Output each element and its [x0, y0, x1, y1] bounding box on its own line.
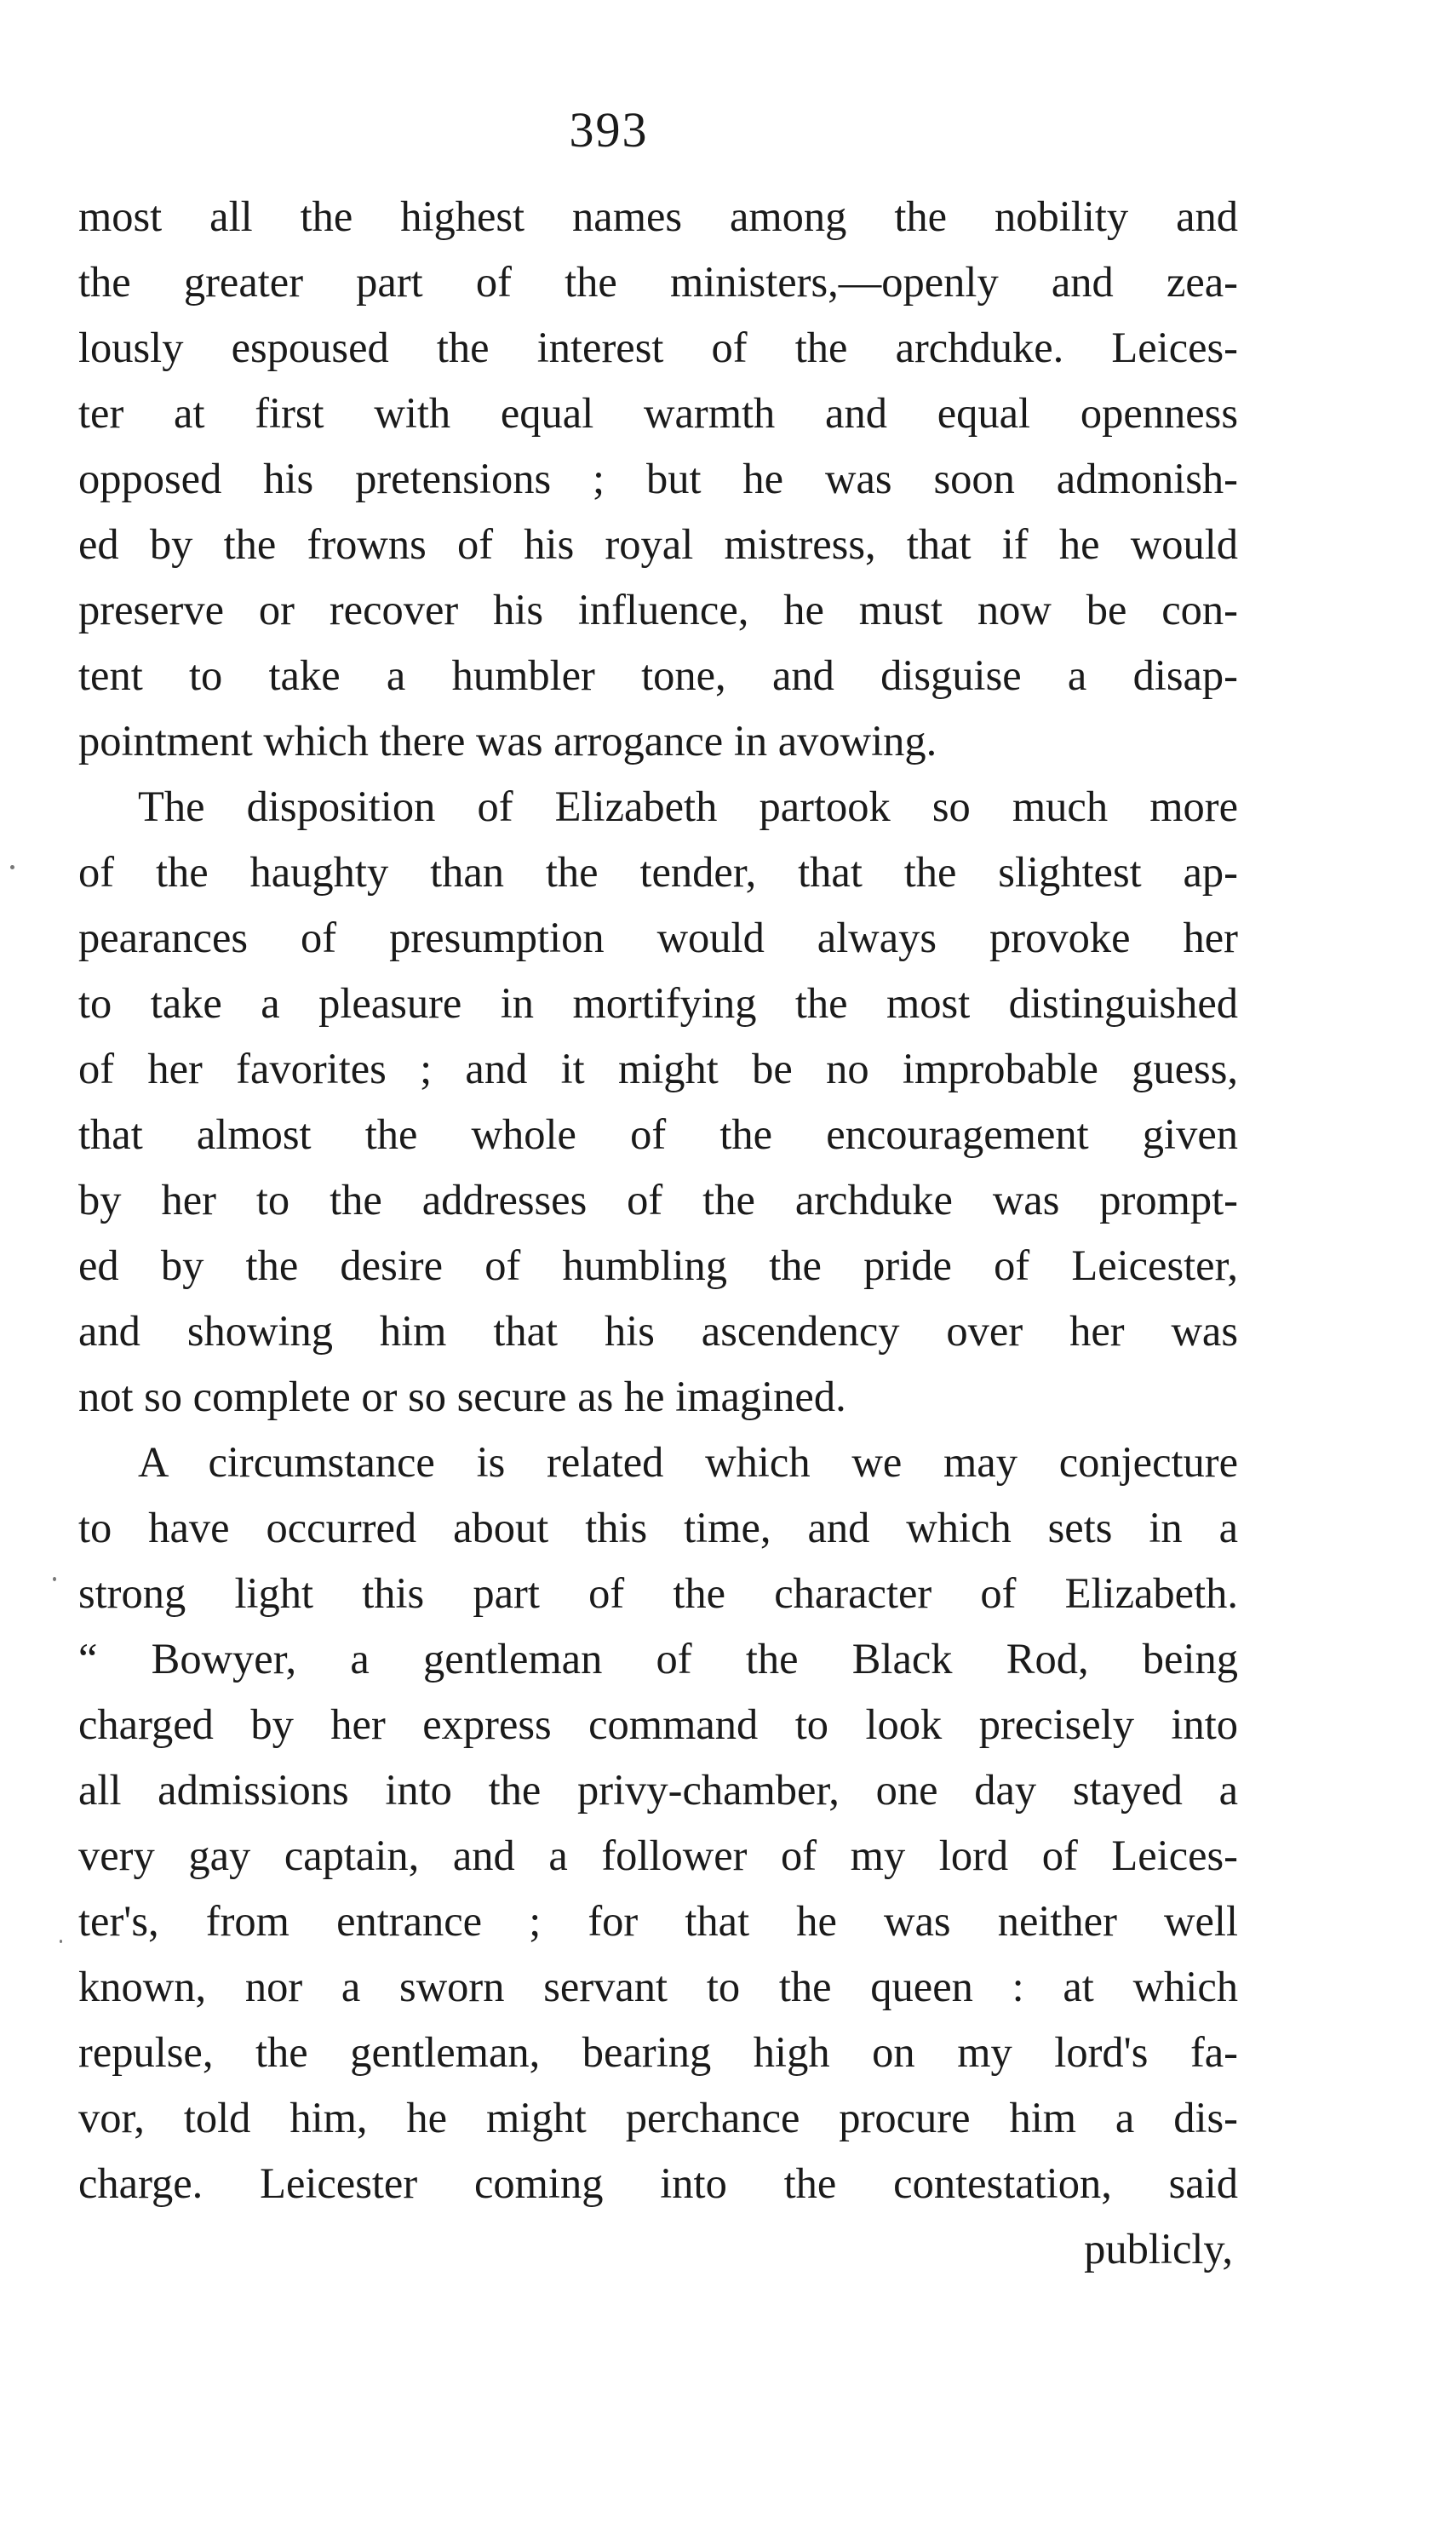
text-line: very gay captain, and a follower of my lord of Leices- [78, 1832, 1238, 1879]
text-line: ed by the desire of humbling the pride of Leicester, [78, 1241, 1238, 1289]
text-line: “ Bowyer, a gentleman of the Black Rod, being [78, 1635, 1238, 1683]
scan-speck [53, 1577, 56, 1581]
text-line: known, nor a sworn servant to the queen : at which [78, 1963, 1238, 2010]
text-line: not so complete or so secure as he imagined. [78, 1373, 846, 1420]
text-line: that almost the whole of the encouragement given [78, 1110, 1238, 1158]
text-line: most all the highest names among the nobility and [78, 192, 1238, 240]
scan-speck [60, 1940, 62, 1943]
text-line: to take a pleasure in mortifying the most distinguished [78, 979, 1238, 1027]
text-line: of her favorites ; and it might be no improbable guess, [78, 1045, 1238, 1092]
text-line: opposed his pretensions ; but he was soon admonish- [78, 455, 1238, 502]
text-line: lously espoused the interest of the archduke. Leices- [78, 324, 1238, 371]
text-line: the greater part of the ministers,—openly and zea- [78, 258, 1238, 306]
text-line: The disposition of Elizabeth partook so much more [138, 783, 1238, 830]
text-line: charge. Leicester coming into the contestation, said [78, 2159, 1238, 2207]
text-line: of the haughty than the tender, that the slightest ap- [78, 848, 1238, 896]
page-number: 393 [569, 102, 649, 158]
text-line: pointment which there was arrogance in avowing. [78, 717, 937, 765]
body-text [78, 184, 1238, 2282]
scan-speck [10, 865, 14, 869]
text-line: tent to take a humbler tone, and disguise a disap- [78, 651, 1238, 699]
text-line: all admissions into the privy-chamber, one day stayed a [78, 1766, 1238, 1814]
text-line: A circumstance is related which we may conjecture [138, 1438, 1238, 1486]
text-line: to have occurred about this time, and which sets in a [78, 1504, 1238, 1551]
text-line: and showing him that his ascendency over her was [78, 1307, 1238, 1355]
text-line: charged by her express command to look precisely into [78, 1700, 1238, 1748]
text-line: ed by the frowns of his royal mistress, that if he would [78, 520, 1238, 568]
text-line: preserve or recover his influence, he must now be con- [78, 586, 1238, 634]
text-line: by her to the addresses of the archduke was prompt- [78, 1176, 1238, 1224]
text-line: repulse, the gentleman, bearing high on my lord's fa- [78, 2028, 1238, 2076]
text-line: ter's, from entrance ; for that he was neither well [78, 1897, 1238, 1945]
text-line: vor, told him, he might perchance procure him a dis- [78, 2094, 1238, 2141]
text-line: ter at first with equal warmth and equal openness [78, 389, 1238, 437]
text-line: pearances of presumption would always provoke her [78, 914, 1238, 961]
catchword: publicly, [1084, 2225, 1233, 2273]
text-line: strong light this part of the character of Elizabeth. [78, 1569, 1238, 1617]
